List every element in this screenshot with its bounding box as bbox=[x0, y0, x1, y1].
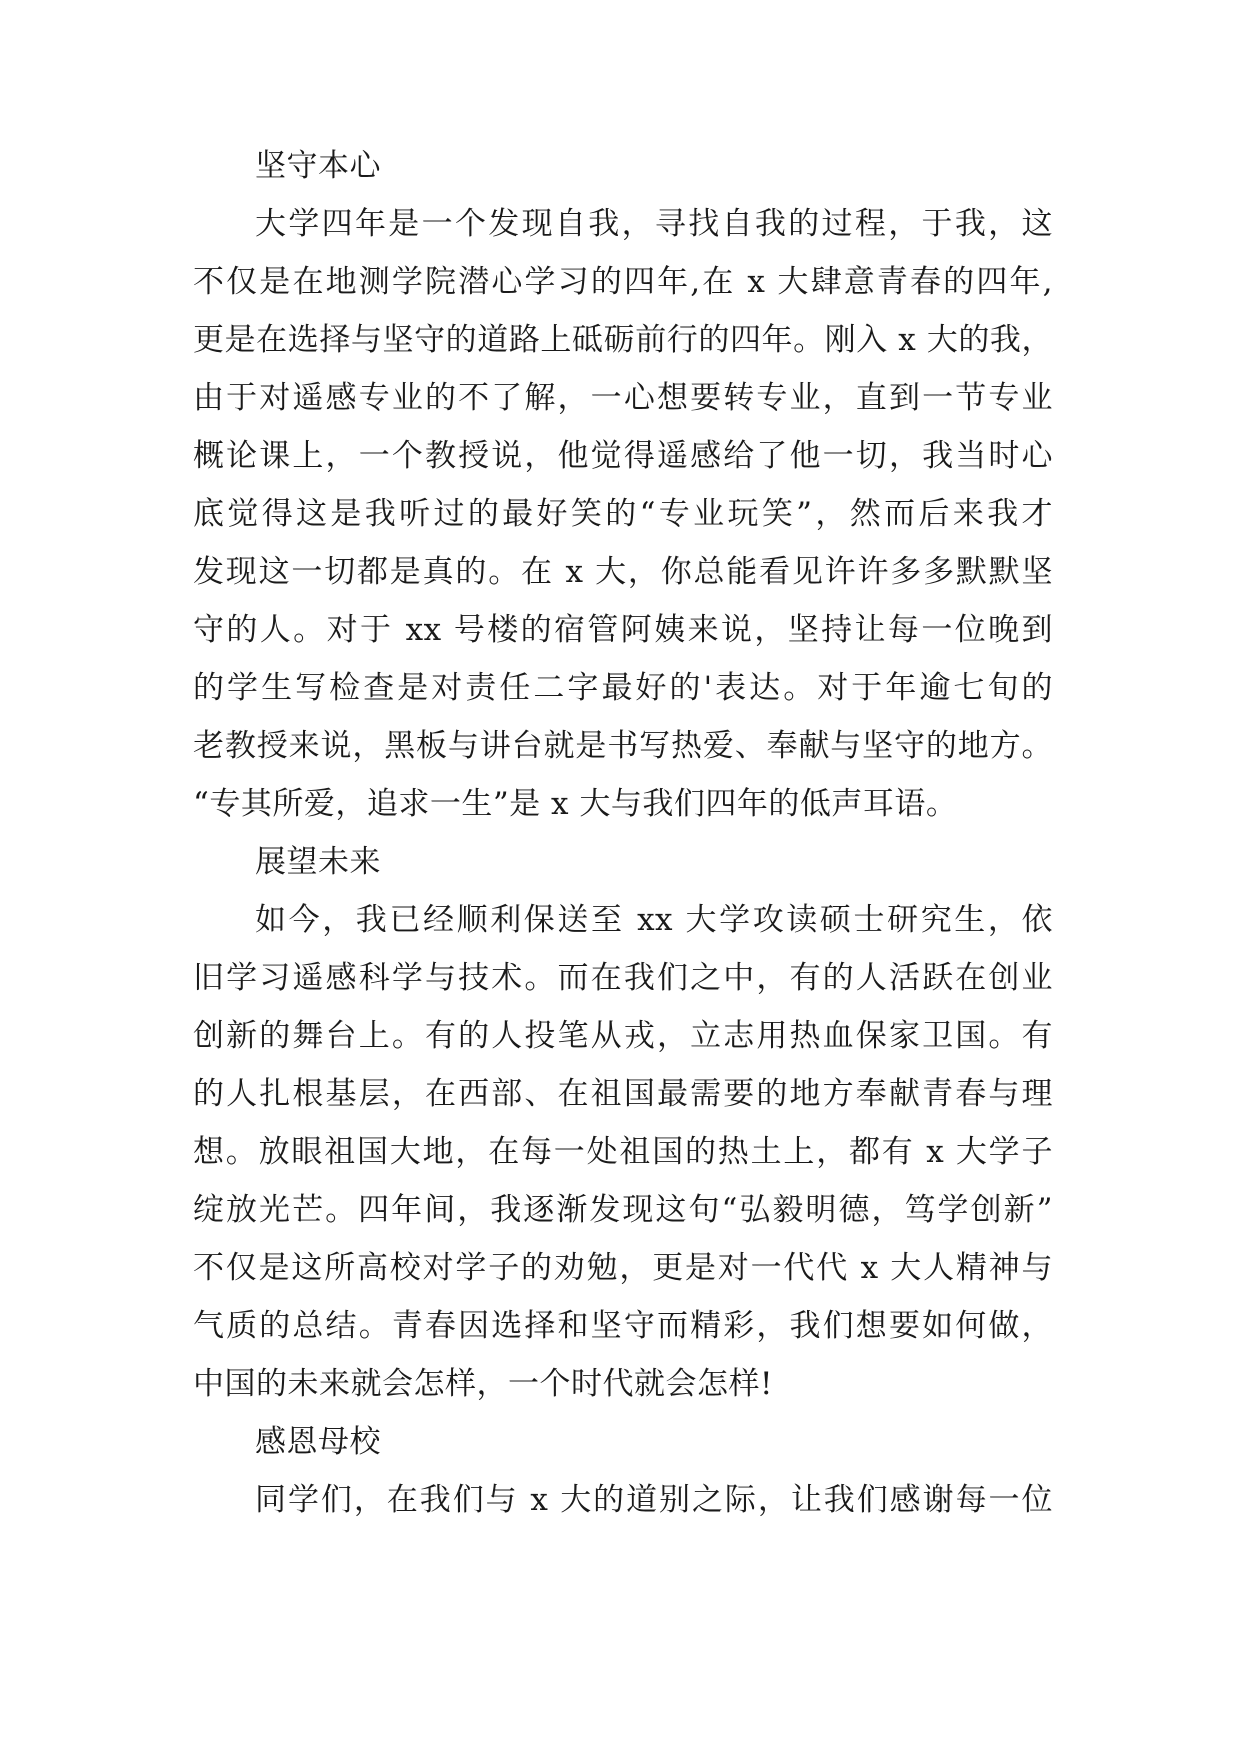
paragraph-line: 不仅是这所高校对学子的劝勉，更是对一代代 x 大人精神与 bbox=[193, 1250, 1053, 1286]
section-heading: 感恩母校 bbox=[255, 1424, 381, 1460]
paragraph-line: 由于对遥感专业的不了解，一心想要转专业，直到一节专业 bbox=[193, 380, 1053, 416]
paragraph-line: 中国的未来就会怎样，一个时代就会怎样! bbox=[193, 1366, 773, 1402]
paragraph-line: 的学生写检查是对责任二字最好的'表达。对于年逾七旬的 bbox=[193, 670, 1053, 706]
paragraph-line: 旧学习遥感科学与技术。而在我们之中，有的人活跃在创业 bbox=[193, 960, 1053, 996]
paragraph-line: 气质的总结。青春因选择和坚守而精彩，我们想要如何做， bbox=[193, 1308, 1053, 1344]
section-heading: 展望未来 bbox=[255, 844, 381, 880]
paragraph-line: “专其所爱，追求一生”是 x 大与我们四年的低声耳语。 bbox=[193, 786, 958, 822]
section-heading: 坚守本心 bbox=[255, 148, 381, 184]
paragraph-line: 守的人。对于 xx 号楼的宿管阿姨来说，坚持让每一位晚到 bbox=[193, 612, 1053, 648]
paragraph-line: 更是在选择与坚守的道路上砥砺前行的四年。刚入 x 大的我， bbox=[193, 322, 1053, 358]
paragraph-line: 老教授来说，黑板与讲台就是书写热爱、奉献与坚守的地方。 bbox=[193, 728, 1053, 764]
paragraph-line: 底觉得这是我听过的最好笑的“专业玩笑”，然而后来我才 bbox=[193, 496, 1053, 532]
paragraph-line: 发现这一切都是真的。在 x 大，你总能看见许许多多默默坚 bbox=[193, 554, 1053, 590]
paragraph-line: 同学们，在我们与 x 大的道别之际，让我们感谢每一位 bbox=[255, 1482, 1053, 1518]
paragraph-line: 想。放眼祖国大地，在每一处祖国的热土上，都有 x 大学子 bbox=[193, 1134, 1053, 1170]
paragraph-line: 大学四年是一个发现自我，寻找自我的过程，于我，这 bbox=[255, 206, 1053, 242]
paragraph-line: 创新的舞台上。有的人投笔从戎，立志用热血保家卫国。有 bbox=[193, 1018, 1053, 1054]
paragraph-line: 绽放光芒。四年间，我逐渐发现这句“弘毅明德，笃学创新” bbox=[193, 1192, 1053, 1228]
paragraph-line: 如今，我已经顺利保送至 xx 大学攻读硕士研究生，依 bbox=[255, 902, 1053, 938]
paragraph-line: 不仅是在地测学院潜心学习的四年,在 x 大肆意青春的四年, bbox=[193, 264, 1053, 300]
paragraph-line: 概论课上，一个教授说，他觉得遥感给了他一切，我当时心 bbox=[193, 438, 1053, 474]
paragraph-line: 的人扎根基层，在西部、在祖国最需要的地方奉献青春与理 bbox=[193, 1076, 1053, 1112]
